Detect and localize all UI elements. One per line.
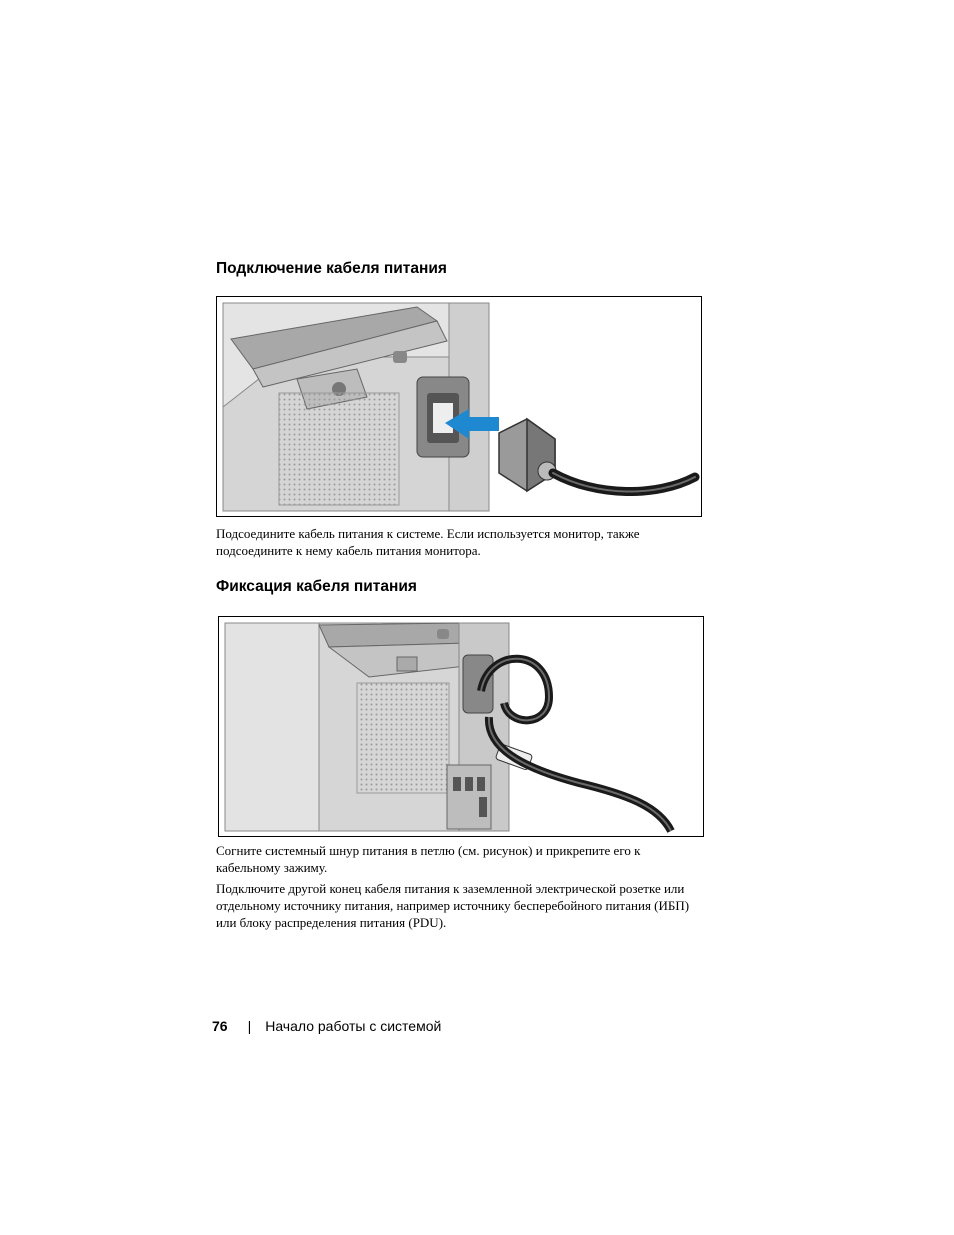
caption-line: подсоедините к нему кабель питания монитора.: [216, 543, 481, 558]
caption-line: кабельному зажиму.: [216, 860, 328, 875]
cable-retention-clip-icon: [219, 617, 703, 836]
paragraph-line: или блоку распределения питания (PDU).: [216, 915, 447, 930]
connect-outlet-paragraph: [216, 880, 716, 931]
caption-line: Согните системный шнур питания в петлю (см. рисунок) и прикрепите его к: [216, 843, 641, 858]
paragraph-line: отдельному источнику питания, например источнику бесперебойного питания (ИБП): [216, 898, 690, 913]
section-title-secure-power: Фиксация кабеля питания: [216, 578, 417, 595]
server-power-socket-icon: [217, 297, 701, 516]
caption-line: Подсоедините кабель питания к системе. Если используется монитор, также: [216, 526, 640, 541]
secure-power-caption: [216, 842, 716, 876]
page-number: 76: [212, 1018, 228, 1034]
connect-power-caption: [216, 525, 716, 559]
section-title-connect-power: Подключение кабеля питания: [216, 260, 447, 277]
page-footer: [212, 1018, 441, 1034]
power-cable-loop-illustration: [218, 616, 704, 837]
paragraph-line: Подключите другой конец кабеля питания к заземленной электрической розетке или: [216, 881, 685, 896]
footer-separator: |: [247, 1018, 252, 1034]
chapter-title: Начало работы с системой: [265, 1018, 442, 1034]
power-cable-connect-illustration: [216, 296, 702, 517]
